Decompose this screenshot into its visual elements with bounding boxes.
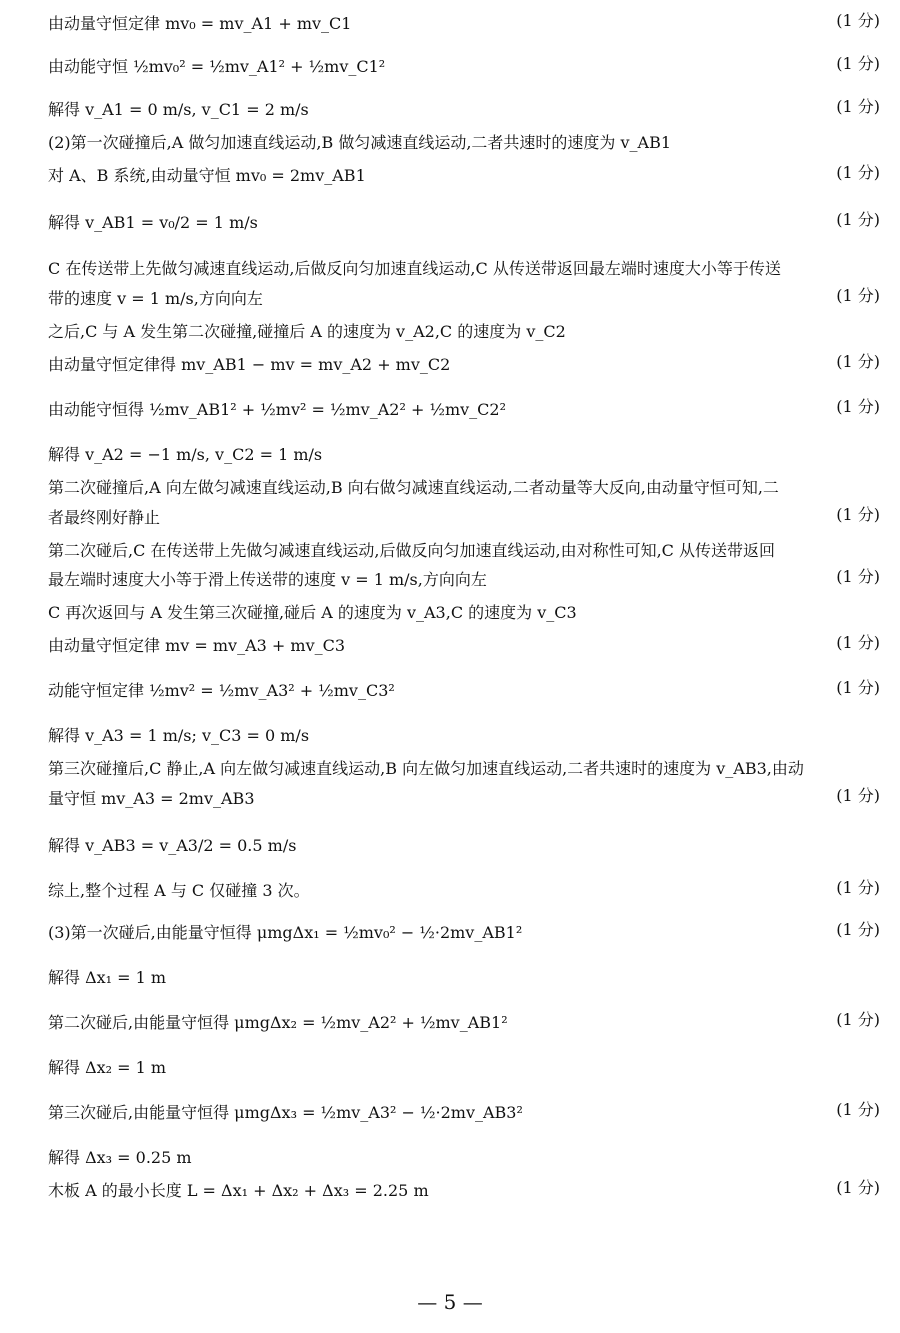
solution-line — [48, 603, 880, 624]
line-text: 木板 A 的最小长度 L = Δx₁ + Δx₂ + Δx₃ = 2.25 m — [48, 1180, 429, 1200]
line-text: 之后,C 与 A 发生第二次碰撞,碰撞后 A 的速度为 v_A2,C 的速度为 v_C2 — [48, 322, 566, 342]
line-text: 综上,整个过程 A 与 C 仅碰撞 3 次。 — [48, 880, 310, 900]
solution-line — [48, 53, 880, 78]
solution-line — [48, 759, 880, 780]
solution-line — [48, 633, 880, 657]
score-label: (1 分) — [836, 678, 880, 698]
solution-line — [48, 1010, 880, 1034]
line-text: 解得 v_A2 = −1 m/s, v_C2 = 1 m/s — [48, 444, 323, 464]
solution-line — [48, 726, 880, 747]
score-label: (1 分) — [836, 96, 880, 116]
solution-line — [48, 162, 880, 187]
line-text: 解得 v_A3 = 1 m/s; v_C3 = 0 m/s — [48, 726, 310, 746]
solution-line — [48, 968, 880, 989]
solution-line — [48, 785, 880, 810]
solution-line — [48, 397, 880, 421]
line-text: 解得 Δx₂ = 1 m — [48, 1058, 167, 1078]
line-text: 由动能守恒得 ½mv_AB1² + ½mv² = ½mv_A2² + ½mv_C2² — [48, 400, 507, 419]
solution-line — [48, 1148, 880, 1169]
solution-line — [48, 1177, 880, 1202]
score-label: (1 分) — [836, 785, 880, 805]
line-text: 由动量守恒定律 mv₀ = mv_A1 + mv_C1 — [48, 14, 352, 34]
line-text: 对 A、B 系统,由动量守恒 mv₀ = 2mv_AB1 — [48, 165, 366, 185]
solution-line — [48, 877, 880, 901]
solution-line — [48, 540, 880, 561]
score-label: (1 分) — [836, 567, 880, 587]
line-text: 者最终刚好静止 — [48, 507, 161, 527]
line-text: 解得 v_A1 = 0 m/s, v_C1 = 2 m/s — [48, 99, 309, 119]
page-number: — 5 — — [417, 1290, 483, 1314]
line-text: 解得 Δx₁ = 1 m — [48, 968, 167, 988]
line-text: C 再次返回与 A 发生第三次碰撞,碰后 A 的速度为 v_A3,C 的速度为 v_C3 — [48, 603, 577, 623]
score-label: (1 分) — [836, 1100, 880, 1120]
solution-line — [48, 322, 880, 343]
solution-line — [48, 1058, 880, 1079]
line-text: (3)第一次碰后,由能量守恒得 μmgΔx₁ = ½mv₀² − ½·2mv_AB1² — [48, 923, 523, 943]
score-label: (1 分) — [836, 286, 880, 306]
line-text: 第二次碰后,C 在传送带上先做匀减速直线运动,后做反向匀加速直线运动,由对称性可知,C 从传送带返回 — [48, 540, 776, 560]
score-label: (1 分) — [836, 1177, 880, 1197]
solution-line — [48, 567, 880, 591]
line-text: 解得 v_AB3 = v_A3/2 = 0.5 m/s — [48, 835, 297, 855]
solution-line — [48, 1100, 880, 1124]
line-text: 由动能守恒 ½mv₀² = ½mv_A1² + ½mv_C1² — [48, 56, 386, 76]
score-label: (1 分) — [836, 53, 880, 73]
solution-document — [48, 11, 880, 1202]
score-label: (1 分) — [836, 504, 880, 524]
solution-line — [48, 504, 880, 529]
solution-line — [48, 678, 880, 702]
score-label: (1 分) — [836, 877, 880, 897]
solution-line — [48, 259, 880, 280]
line-text: 第二次碰撞后,A 向左做匀减速直线运动,B 向右做匀减速直线运动,二者动量等大反向,由动量守恒可知,二 — [48, 477, 779, 497]
score-label: (1 分) — [836, 11, 880, 31]
line-text: 第二次碰后,由能量守恒得 μmgΔx₂ = ½mv_A2² + ½mv_AB1² — [48, 1013, 508, 1033]
line-text: 最左端时速度大小等于滑上传送带的速度 v = 1 m/s,方向向左 — [48, 570, 487, 590]
solution-line — [48, 445, 880, 466]
line-text: 解得 Δx₃ = 0.25 m — [48, 1147, 192, 1167]
line-text: 由动量守恒定律得 mv_AB1 − mv = mv_A2 + mv_C2 — [48, 355, 451, 375]
line-text: 动能守恒定律 ½mv² = ½mv_A3² + ½mv_C3² — [48, 681, 395, 701]
score-label: (1 分) — [836, 209, 880, 229]
solution-line — [48, 836, 880, 857]
score-label: (1 分) — [836, 920, 880, 940]
solution-line — [48, 352, 880, 376]
solution-line — [48, 478, 880, 499]
line-text: 带的速度 v = 1 m/s,方向向左 — [48, 289, 263, 309]
score-label: (1 分) — [836, 352, 880, 372]
line-text: 第三次碰撞后,C 静止,A 向左做匀减速直线运动,B 向左做匀加速直线运动,二者共速时的速度为 v_AB3,由动 — [48, 758, 804, 778]
score-label: (1 分) — [836, 397, 880, 416]
line-text: (2)第一次碰撞后,A 做匀加速直线运动,B 做匀减速直线运动,二者共速时的速度为 v_AB1 — [48, 132, 672, 152]
line-text: 解得 v_AB1 = v₀/2 = 1 m/s — [48, 212, 258, 232]
line-text: 由动量守恒定律 mv = mv_A3 + mv_C3 — [48, 636, 346, 656]
line-text: C 在传送带上先做匀减速直线运动,后做反向匀加速直线运动,C 从传送带返回最左端时速度大小等于传送 — [48, 259, 781, 279]
score-label: (1 分) — [836, 162, 880, 182]
solution-line — [48, 286, 880, 310]
solution-line — [48, 96, 880, 121]
line-text: 第三次碰后,由能量守恒得 μmgΔx₃ = ½mv_A3² − ½·2mv_AB3² — [48, 1103, 523, 1123]
solution-line — [48, 11, 880, 35]
score-label: (1 分) — [836, 1010, 880, 1030]
solution-line — [48, 133, 880, 154]
score-label: (1 分) — [836, 633, 880, 653]
line-text: 量守恒 mv_A3 = 2mv_AB3 — [48, 788, 255, 808]
solution-line — [48, 920, 880, 944]
solution-line — [48, 209, 880, 233]
